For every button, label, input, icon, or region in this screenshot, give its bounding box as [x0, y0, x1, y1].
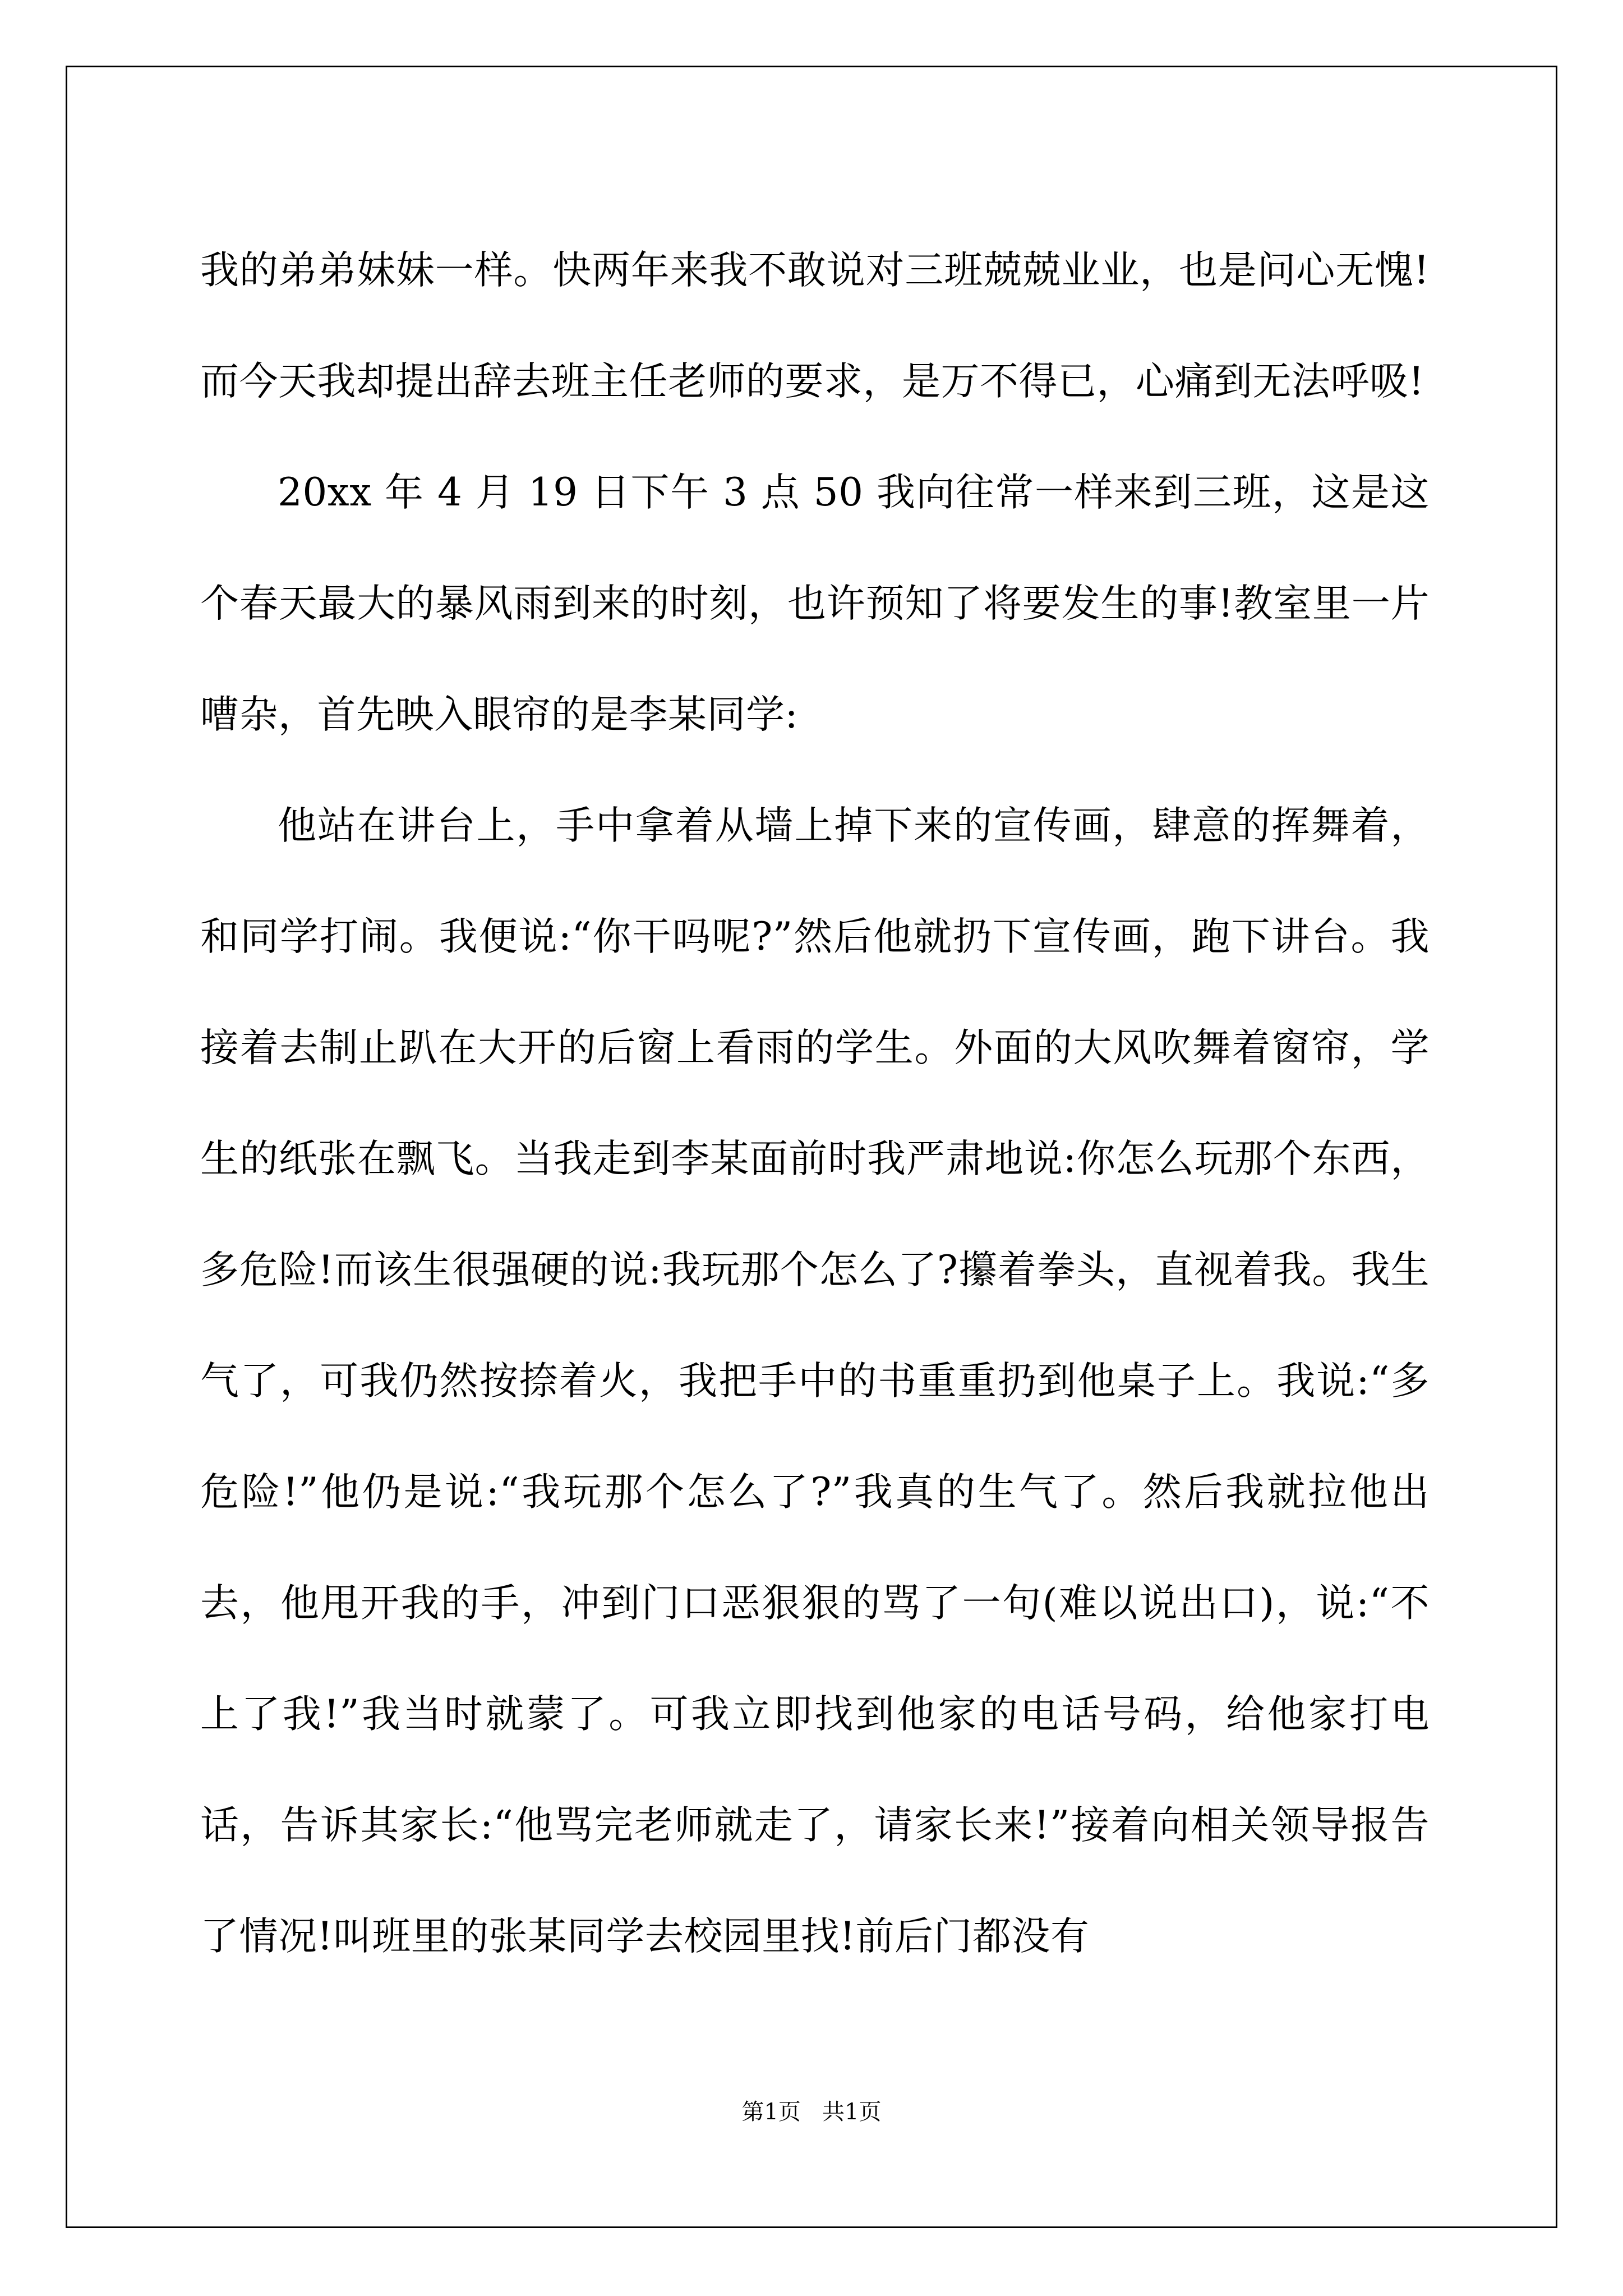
paragraph-2: 20xx 年 4 月 19 日下午 3 点 50 我向往常一样来到三班，这是这个春天最大的暴风雨到来的时刻，也许预知了将要发生的事!教室里一片嘈杂，首先映入眼帘的是李某同学:: [200, 470, 1430, 737]
document-body: [200, 215, 1430, 1992]
page-footer: 第1页 共1页: [741, 2099, 882, 2125]
paragraph-3: 他站在讲台上，手中拿着从墙上掉下来的宣传画，肆意的挥舞着，和同学打闹。我便说:“你干吗呢?”然后他就扔下宣传画，跑下讲台。我接着去制止趴在大开的后窗上看雨的学生。外面的大风吹舞着窗帘，学生的纸张在飘飞。当我走到李某面前时我严肃地说:你怎么玩那个东西，多危险!而该生很强硬的说:我玩那个怎么了?攥着拳头，直视着我。我生气了，可我仍然按捺着火，我把手中的书重重扔到他桌子上。我说:“多危险!”他仍是说:“我玩那个怎么了?”我真的生气了。然后我就拉他出去，他甩开我的手，冲到门口恶狠狠的骂了一句(难以说出口)，说:“不上了我!”我当时就蒙了。可我立即找到他家的电话号码，给他家打电话，告诉其家长:“他骂完老师就走了，请家长来!”接着向相关领导报告了情况!叫班里的张某同学去校园里找!前后门都没有: [200, 803, 1430, 1959]
paragraph-1: 我的弟弟妹妹一样。快两年来我不敢说对三班兢兢业业，也是问心无愧!而今天我却提出辞去班主任老师的要求，是万不得已，心痛到无法呼吸!: [200, 248, 1430, 404]
